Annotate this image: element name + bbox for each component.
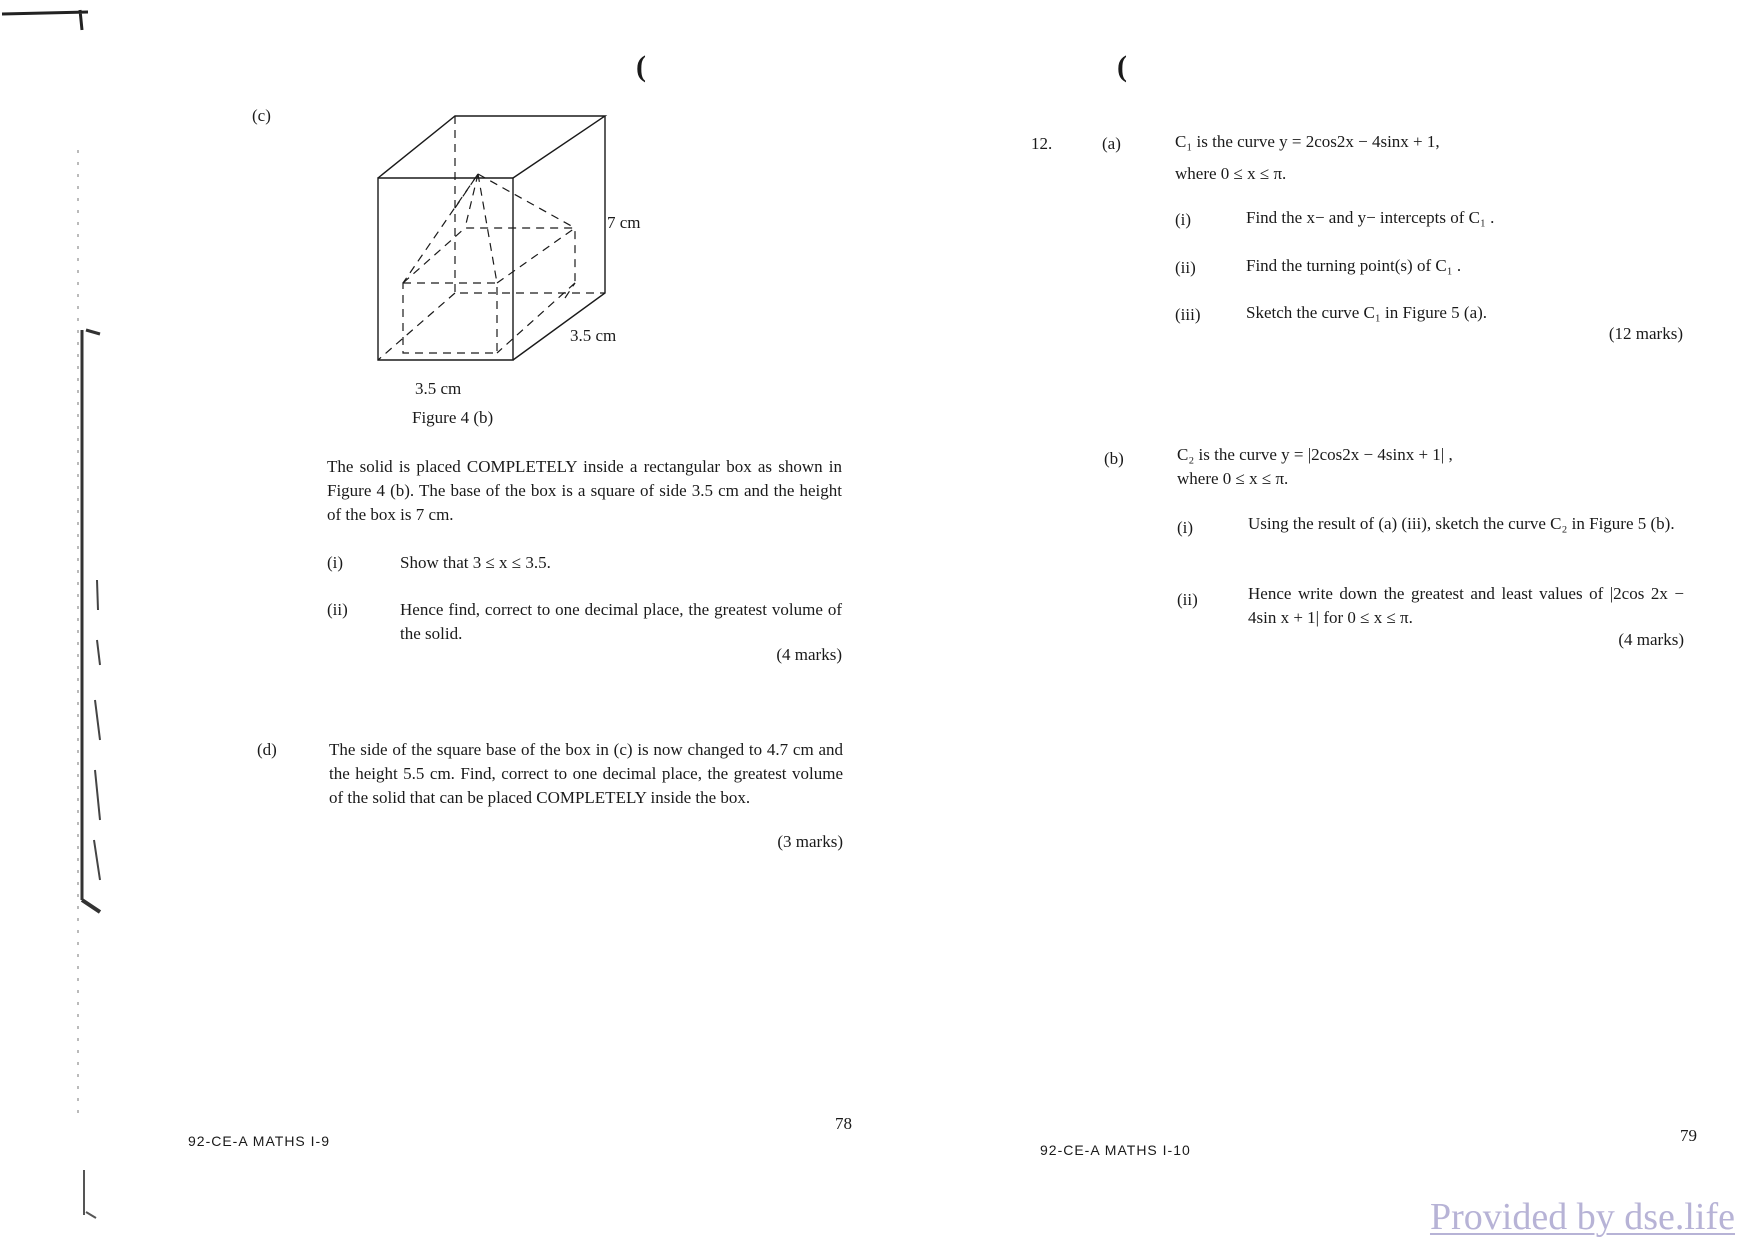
figure-dim-height: 7 cm [607, 213, 641, 232]
figure-4b-box-diagram [365, 108, 670, 408]
part-c-item-i-text: Show that 3 ≤ x ≤ 3.5. [400, 553, 551, 572]
part-d-marks: (3 marks) [777, 832, 843, 851]
part-b-domain: where 0 ≤ x ≤ π. [1177, 469, 1289, 488]
part-a-item-i-label: (i) [1175, 210, 1192, 229]
part-d-label: (d) [257, 740, 277, 759]
part-b-item-i-label: (i) [1177, 518, 1194, 537]
scan-mark: ( [1117, 50, 1127, 83]
part-b-label: (b) [1104, 449, 1124, 468]
part-c-marks: (4 marks) [776, 645, 842, 664]
figure-4b-caption: Figure 4 (b) [412, 408, 494, 427]
part-a-marks: (12 marks) [1608, 324, 1683, 343]
part-d-text: The side of the square base of the box in (c) is now changed to 4.7 cm and the height 5.5 cm. Find, correct to one decimal place, the greatest volume of the solid that can be placed COMPLETELY inside the box. [329, 740, 843, 807]
part-a-curve-definition: C₁ is the curve y = 2cos2x − 4sinx + 1, [1175, 132, 1440, 151]
part-a-domain: where 0 ≤ x ≤ π. [1175, 164, 1287, 183]
figure-dim-width: 3.5 cm [415, 379, 462, 398]
part-b-item-i-text: Using the result of (a) (iii), sketch the curve C₂ in Figure 5 (b). [1248, 514, 1675, 533]
part-b-curve-definition: C₂ is the curve y = |2cos2x − 4sinx + 1| , [1177, 445, 1453, 464]
watermark: Provided by dse.life [1429, 1196, 1735, 1238]
part-c-label: (c) [252, 106, 271, 125]
right-footer-code: 92-CE-A MATHS I-10 [1040, 1142, 1191, 1158]
part-b-item-ii-label: (ii) [1177, 590, 1198, 609]
part-b-marks: (4 marks) [1618, 630, 1684, 649]
part-a-item-iii-text: Sketch the curve C₁ in Figure 5 (a). [1246, 303, 1488, 322]
left-footer-code: 92-CE-A MATHS I-9 [188, 1133, 330, 1149]
part-c-intro: The solid is placed COMPLETELY inside a rectangular box as shown in Figure 4 (b). The base of the box is a square of side 3.5 cm and the height of the box is 7 cm. [327, 457, 842, 524]
part-a-item-iii-label: (iii) [1175, 305, 1201, 324]
scan-edge-artifacts [0, 0, 110, 1245]
part-b-item-ii-text: Hence write down the greatest and least values of |2cos 2x − 4sin x + 1| for 0 ≤ x ≤ π. [1248, 584, 1684, 627]
part-a-item-ii-text: Find the turning point(s) of C₁ . [1246, 256, 1462, 275]
part-c-item-ii-label: (ii) [327, 600, 348, 619]
part-c-item-ii-text: Hence find, correct to one decimal place, the greatest volume of the solid. [400, 600, 842, 643]
question-number: 12. [1031, 134, 1053, 153]
left-page-number: 78 [835, 1114, 852, 1133]
part-c-item-i-label: (i) [327, 553, 344, 572]
figure-dim-depth: 3.5 cm [570, 326, 617, 345]
part-a-item-i-text: Find the x− and y− intercepts of C₁ . [1246, 208, 1495, 227]
scan-mark: ( [636, 50, 646, 83]
part-a-item-ii-label: (ii) [1175, 258, 1196, 277]
part-a-label: (a) [1102, 134, 1121, 153]
right-page-number: 79 [1680, 1126, 1697, 1145]
